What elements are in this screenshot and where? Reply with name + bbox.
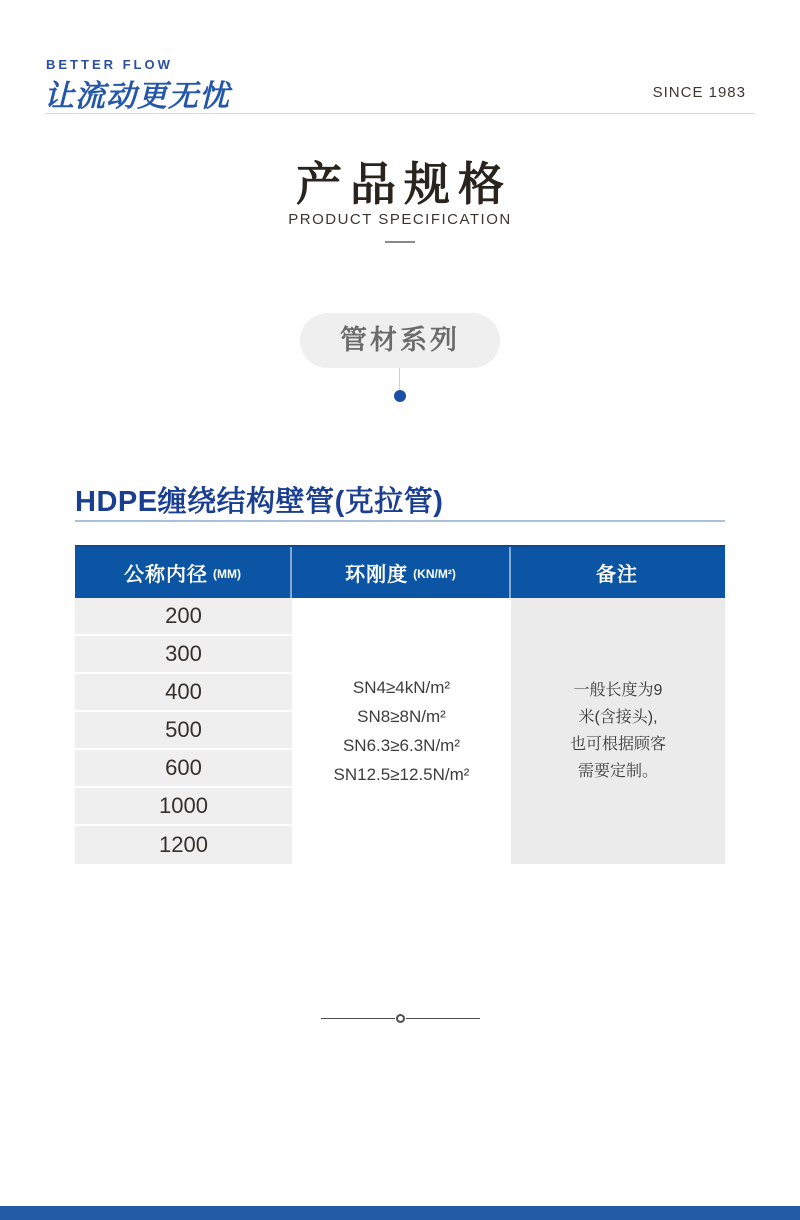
remark-cell (511, 598, 725, 864)
badge-dot-icon (394, 390, 406, 402)
column-header-label: 环刚度 (345, 564, 409, 586)
remark-line: 需要定制。 (577, 763, 658, 780)
header-divider (45, 113, 755, 114)
table-row: 400 (75, 674, 292, 710)
table-body (75, 598, 725, 864)
stiffness-line: SN8≥8N/m² (357, 706, 446, 726)
footer-divider-line-left (321, 1018, 395, 1019)
bottom-accent-bar (0, 1206, 800, 1220)
section-underline (75, 520, 725, 522)
table-row: 200 (75, 598, 292, 634)
since-label: SINCE 1983 (652, 84, 746, 101)
section-heading: HDPE缠绕结构壁管(克拉管) (75, 486, 444, 518)
table-row: 300 (75, 636, 292, 672)
column-header-unit: (KN/M²) (413, 567, 456, 581)
diameter-column (75, 598, 292, 864)
remark-line: 米(含接头), (578, 709, 658, 726)
title-ornament-line (385, 241, 415, 243)
series-badge: 管材系列 (300, 313, 500, 368)
circle-icon (396, 1014, 405, 1023)
table-header-row (75, 545, 725, 598)
spec-table (75, 545, 725, 864)
table-row: 500 (75, 712, 292, 748)
page-subtitle: PRODUCT SPECIFICATION (288, 211, 512, 228)
column-header-unit: (MM) (213, 567, 241, 581)
table-row: 1200 (75, 826, 292, 864)
badge-connector-line (399, 368, 400, 390)
footer-divider-line-right (406, 1018, 480, 1019)
stiffness-line: SN4≥4kN/m² (352, 677, 451, 697)
column-header-remark (511, 547, 723, 598)
stiffness-line: SN6.3≥6.3N/m² (342, 735, 461, 755)
brand-tagline-en: BETTER FLOW (46, 57, 173, 72)
table-row: 600 (75, 750, 292, 786)
remark-line: 一般长度为9 (573, 682, 663, 699)
column-header-label: 公称内径 (124, 564, 208, 586)
stiffness-cell (292, 598, 511, 864)
table-row: 1000 (75, 788, 292, 824)
brand-logo-text: 让流动更无忧 (44, 80, 230, 113)
footer-divider (0, 1014, 800, 1023)
stiffness-line: SN12.5≥12.5N/m² (333, 764, 470, 784)
remark-line: 也可根据顾客 (569, 736, 666, 753)
column-header-label: 备注 (596, 564, 638, 586)
column-header-diameter (75, 547, 292, 598)
page-title: 产品规格 (296, 158, 512, 210)
column-header-stiffness (292, 547, 511, 598)
